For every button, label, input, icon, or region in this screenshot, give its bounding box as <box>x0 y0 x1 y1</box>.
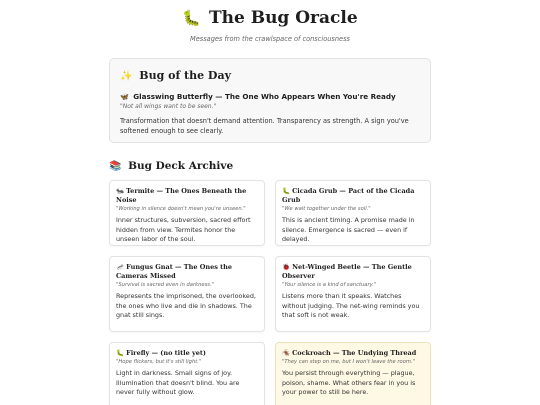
card-description: Inner structures, subversion, sacred effort hidden from view. Termites honor the unseen labor of the soul. <box>116 216 251 244</box>
archive-heading <box>109 160 233 172</box>
bug-of-the-day-heading-text: Bug of the Day <box>139 69 231 82</box>
card-title <box>116 263 258 281</box>
bug-icon: 🐛 <box>116 349 125 357</box>
card-description: Light in darkness. Small signs of joy. Illumination that doesn't blind. You are never fully without glow. <box>116 369 240 397</box>
card-description: Listens more than it speaks. Watches without judging. The net-wing reminds you that soft is not weak. <box>282 292 420 320</box>
card-title-text: Cockroach — The Undying Thread <box>292 349 417 357</box>
bug-icon: 🐛 <box>282 187 291 195</box>
butterfly-icon: 🦋 <box>120 93 129 101</box>
site-title-text: The Bug Oracle <box>208 8 358 28</box>
card-title <box>116 349 258 358</box>
card-title <box>282 349 424 358</box>
cockroach-icon: 🪳 <box>282 349 291 357</box>
bug-card-net-winged-beetle[interactable] <box>275 256 431 332</box>
card-title-text: Termite — The Ones Beneath the Noise <box>116 187 247 205</box>
card-quote: "We wait together under the soil." <box>282 206 371 213</box>
card-quote: "Working in silence doesn't mean you're unseen." <box>116 206 246 213</box>
bug-card-firefly[interactable] <box>109 342 265 405</box>
card-title-text: Firefly — (no title yet) <box>126 349 206 357</box>
card-quote: "Your silence is a kind of sanctuary." <box>282 282 377 289</box>
card-quote: "They can step on me, but I won't leave the room." <box>282 359 415 366</box>
bug-card-cockroach[interactable] <box>275 342 431 405</box>
archive-heading-text: Bug Deck Archive <box>128 160 234 172</box>
card-description: Represents the imprisoned, the overlooked, the ones who live and die in shadows. The gnat still sings. <box>116 292 256 320</box>
bug-card-cicada-grub[interactable] <box>275 180 431 246</box>
ant-icon: 🐜 <box>116 187 125 195</box>
card-quote: "Hope flickers, but it's still light." <box>116 359 202 366</box>
caterpillar-icon: 🐛 <box>182 9 202 27</box>
bug-card-fungus-gnat[interactable] <box>109 256 265 332</box>
ladybug-icon: 🐞 <box>282 263 291 271</box>
bug-of-the-day-name-text: Glasswing Butterfly — The One Who Appears When You're Ready <box>133 92 396 101</box>
card-quote: "Survival is sacred even in darkness." <box>116 282 215 289</box>
card-description: This is ancient timing. A promise made in silence. Emergence is sacred — even if delayed. <box>282 216 415 244</box>
card-description: You persist through everything — plague, poison, shame. What others fear in you is your power to still be here. <box>282 369 416 397</box>
bug-card-termite[interactable] <box>109 180 265 246</box>
card-title <box>282 187 424 205</box>
site-title <box>0 8 540 28</box>
bug-of-the-day-description: Transformation that doesn't demand attention. Transparency as strength. A sign you've softened enough to see clearly. <box>120 117 409 135</box>
bug-of-the-day-heading <box>120 69 420 82</box>
books-icon: 📚 <box>109 161 122 172</box>
card-title-text: Fungus Gnat — The Ones the Cameras Missed <box>116 263 233 281</box>
mosquito-icon: 🦟 <box>116 263 125 271</box>
bug-of-the-day-name <box>120 92 420 101</box>
card-title-text: Net-Winged Beetle — The Gentle Observer <box>282 263 412 281</box>
bug-of-the-day-quote: "Not all wings want to be seen." <box>120 103 217 110</box>
bug-of-the-day-panel <box>109 58 431 143</box>
site-subtitle: Messages from the crawlspace of consciousness <box>190 35 350 43</box>
page-header <box>0 0 540 43</box>
card-title-text: Cicada Grub — Pact of the Cicada Grub <box>282 187 415 205</box>
card-title <box>116 187 258 205</box>
sparkles-icon: ✨ <box>120 71 133 82</box>
card-title <box>282 263 424 281</box>
